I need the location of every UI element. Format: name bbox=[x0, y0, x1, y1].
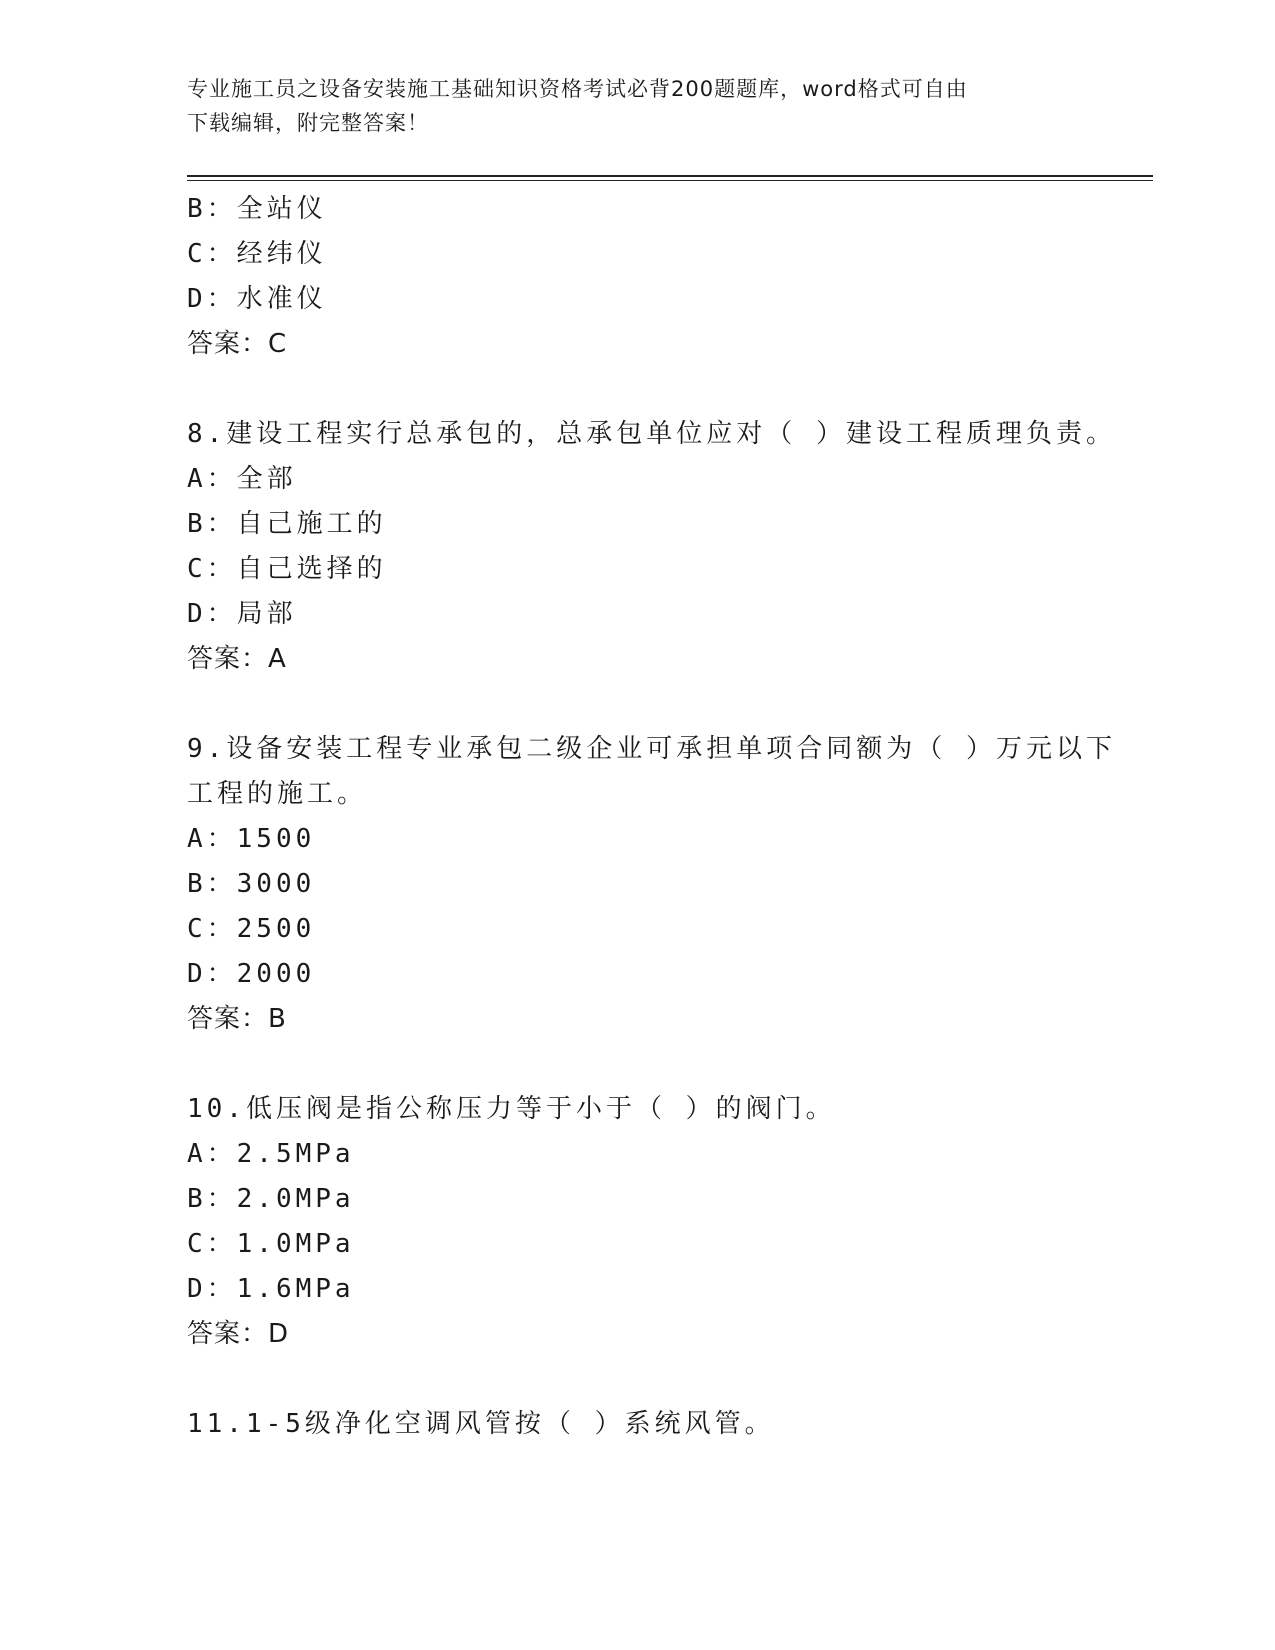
q9-option-d: D：2000 bbox=[187, 959, 316, 989]
q8-option-c: C：自己选择的 bbox=[187, 554, 387, 584]
q10-option-c: C：1.0MPa bbox=[187, 1229, 355, 1259]
q9-option-a: A：1500 bbox=[187, 824, 316, 854]
q7-option-c: C：经纬仪 bbox=[187, 239, 327, 269]
q10-answer: 答案：D bbox=[187, 1319, 290, 1349]
q10-option-a: A：2.5MPa bbox=[187, 1139, 355, 1169]
header-line-2: 下载编辑，附完整答案！ bbox=[187, 111, 429, 135]
q11-stem: 11.1-5级净化空调风管按（ ）系统风管。 bbox=[187, 1409, 775, 1439]
q10-option-d: D：1.6MPa bbox=[187, 1274, 355, 1304]
q9-option-c: C：2500 bbox=[187, 914, 316, 944]
q9-option-b: B：3000 bbox=[187, 869, 316, 899]
header-rule-thin bbox=[187, 180, 1153, 181]
q7-option-d: D：水准仪 bbox=[187, 284, 327, 314]
q8-stem: 8.建设工程实行总承包的，总承包单位应对（ ）建设工程质理负责。 bbox=[187, 419, 1116, 449]
q9-stem-line-1: 9.设备安装工程专业承包二级企业可承担单项合同额为（ ）万元以下 bbox=[187, 734, 1116, 764]
q8-option-d: D：局部 bbox=[187, 599, 297, 629]
q7-option-b: B：全站仪 bbox=[187, 194, 327, 224]
document-header bbox=[187, 72, 1087, 140]
header-line-1: 专业施工员之设备安装施工基础知识资格考试必背200题题库，word格式可自由 bbox=[187, 77, 968, 101]
q8-option-b: B：自己施工的 bbox=[187, 509, 387, 539]
q7-answer: 答案：C bbox=[187, 329, 288, 359]
q8-answer: 答案：A bbox=[187, 644, 287, 674]
q10-option-b: B：2.0MPa bbox=[187, 1184, 355, 1214]
header-rule-thick bbox=[187, 175, 1153, 177]
q10-stem: 10.低压阀是指公称压力等于小于（ ）的阀门。 bbox=[187, 1094, 836, 1124]
q9-stem-line-2: 工程的施工。 bbox=[187, 779, 368, 809]
q8-option-a: A：全部 bbox=[187, 464, 297, 494]
q9-answer: 答案：B bbox=[187, 1004, 287, 1034]
